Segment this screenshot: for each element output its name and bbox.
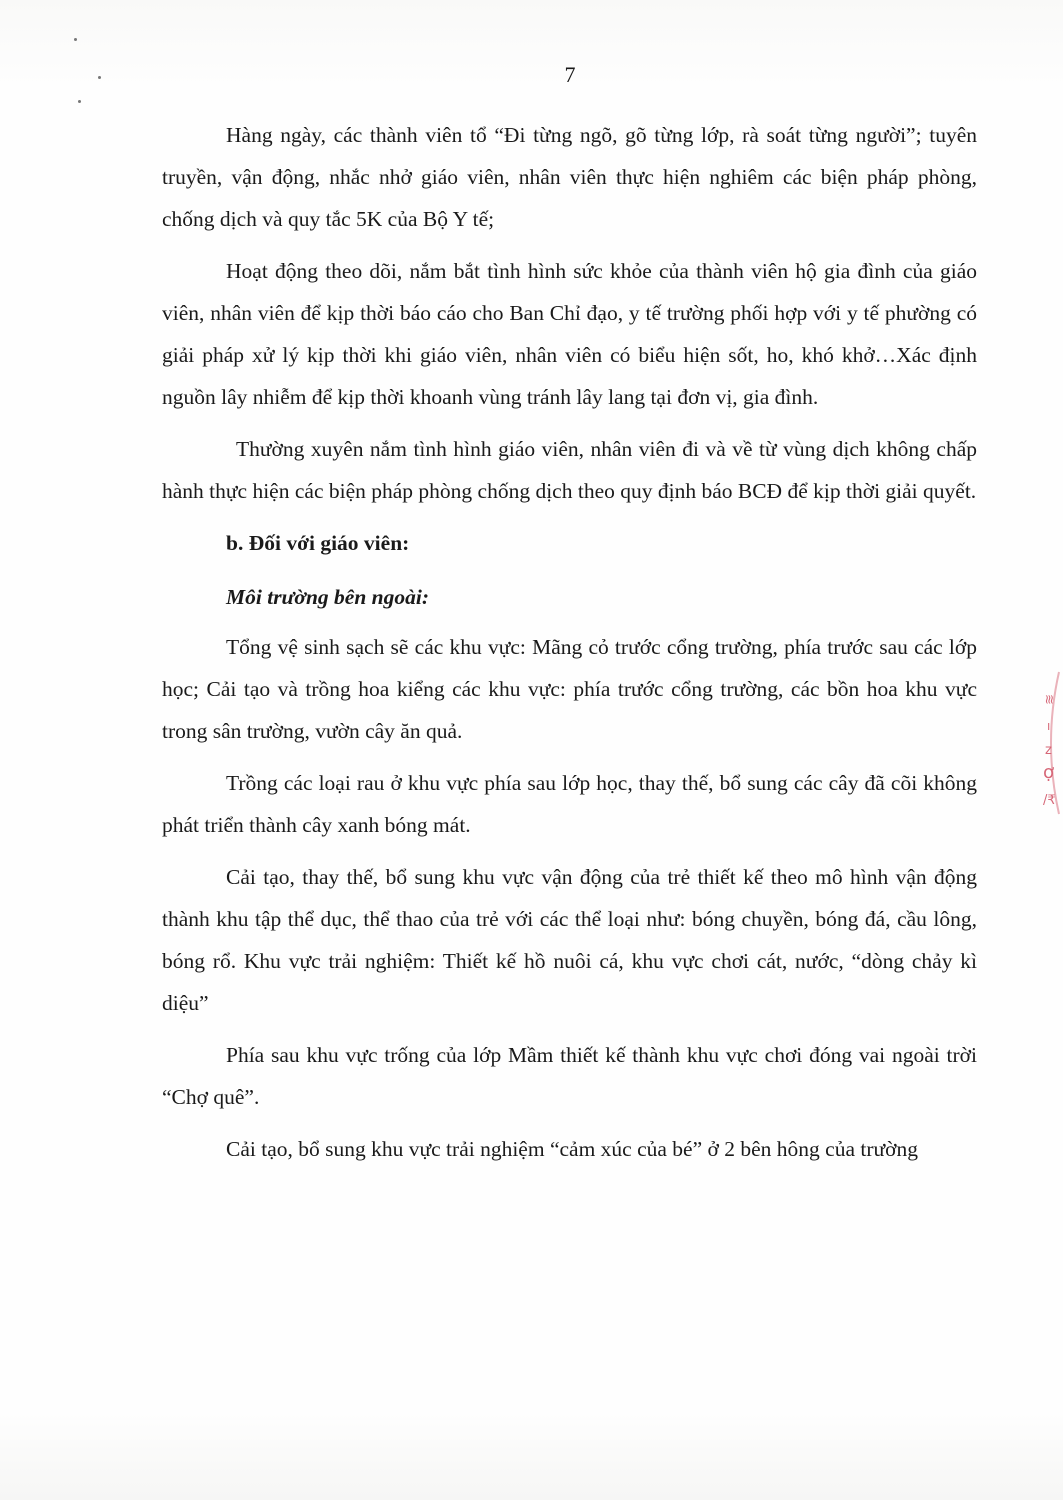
paragraph: Phía sau khu vực trống của lớp Mầm thiết kế thành khu vực chơi đóng vai ngoài trời “Chợ quê”.: [162, 1043, 977, 1109]
scan-speck: [74, 38, 77, 41]
paragraph: Cải tạo, bổ sung khu vực trải nghiệm “cảm xúc của bé” ở 2 bên hông của trường: [226, 1137, 919, 1161]
paragraph: Tổng vệ sinh sạch sẽ các khu vực: Mãng cỏ trước cổng trường, phía trước sau các lớp học; Cải tạo và trồng hoa kiểng các khu vực: phía trước cổng trường, các bồn hoa khu vực trong sân trường, vườn cây ăn quả.: [162, 635, 977, 743]
paragraph: Hàng ngày, các thành viên tổ “Đi từng ngõ, gõ từng lớp, rà soát từng người”; tuyên truyền, vận động, nhắc nhở giáo viên, nhân viên thực hiện nghiêm các biện pháp phòng, chống dịch và quy tắc 5K của Bộ Y tế;: [162, 123, 977, 231]
page-number: 7: [564, 62, 576, 87]
svg-text:z: z: [1045, 743, 1052, 758]
paragraph: Hoạt động theo dõi, nắm bắt tình hình sức khỏe của thành viên hộ gia đình của giáo viên, nhân viên để kịp thời báo cáo cho Ban Chỉ đạo, y tế trường phối hợp với y tế phường có giải pháp xử lý kịp thời khi giáo viên, nhân viên có biểu hiện sốt, ho, khó khở…Xác định nguồn lây nhiễm để kịp thời khoanh vùng tránh lây lang tại đơn vị, gia đình.: [162, 259, 977, 409]
scan-speck: [78, 100, 81, 103]
paragraph: Thường xuyên nắm tình hình giáo viên, nhân viên đi và về từ vùng dịch không chấp hành thực hiện các biện pháp phòng chống dịch theo quy định báo BCĐ để kịp thời giải quyết.: [162, 437, 977, 503]
section-heading: b. Đối với giáo viên:: [226, 531, 410, 555]
seal-edge-icon: [1029, 668, 1063, 818]
svg-text:ı: ı: [1047, 719, 1051, 733]
svg-text:/₹: /₹: [1043, 793, 1056, 808]
section-subheading: Môi trường bên ngoài:: [226, 585, 430, 609]
red-seal-stamp-fragment: [1029, 668, 1063, 818]
svg-text:≋: ≋: [1041, 694, 1056, 705]
svg-text:ợ: ợ: [1043, 762, 1055, 783]
paragraph: Cải tạo, thay thế, bổ sung khu vực vận động của trẻ thiết kế theo mô hình vận động thành khu tập thể dục, thể thao của trẻ với các thể loại như: bóng chuyền, bóng đá, cầu lông, bóng rổ. Khu vực trải nghiệm: Thiết kế hồ nuôi cá, khu vực chơi cát, nước, “dòng chảy kì diệu”: [162, 865, 977, 1015]
document-body: [162, 114, 977, 1180]
paragraph: Trồng các loại rau ở khu vực phía sau lớp học, thay thế, bổ sung các cây đã cõi không phát triển thành cây xanh bóng mát.: [162, 771, 977, 837]
